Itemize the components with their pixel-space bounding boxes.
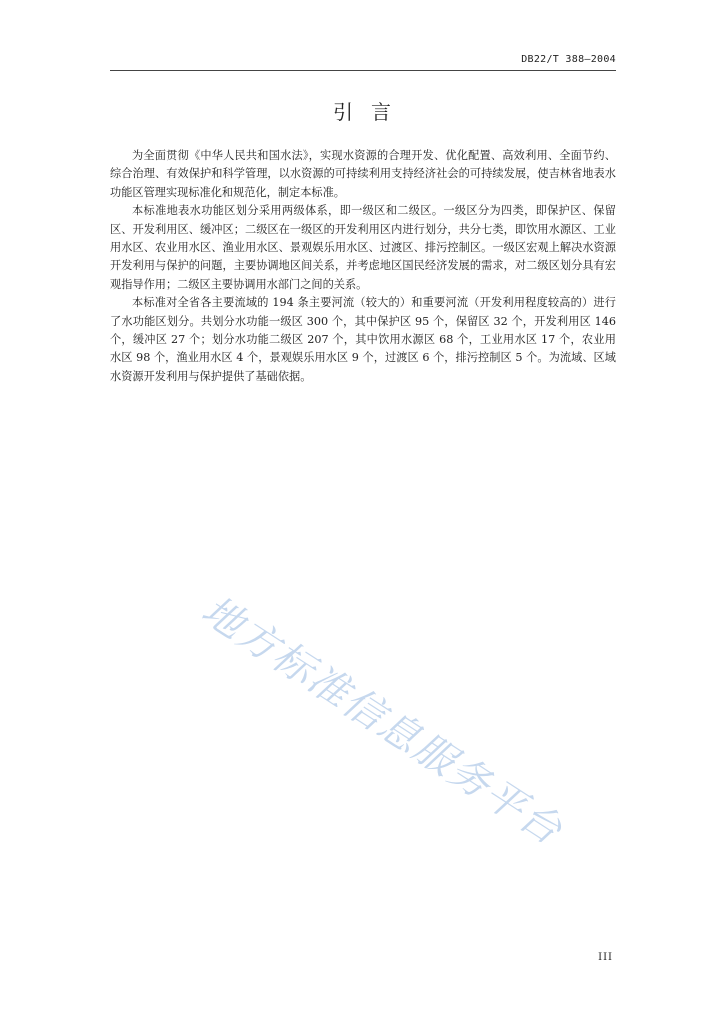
page-number: III [598, 952, 613, 963]
paragraph-purpose: 为全面贯彻《中华人民共和国水法》，实现水资源的合理开发、优化配置、高效利用、全面节约、综合治理、有效保护和科学管理，以水资源的可持续利用支持经济社会的可持续发展，使吉林省地表水功能区管理实现标准化和规范化，制定本标准。 [110, 149, 616, 199]
introduction-body [110, 147, 616, 386]
standard-code: DB22/T 388—2004 [521, 54, 616, 65]
page-title: 引言 [333, 100, 409, 124]
header-divider [110, 70, 616, 71]
paragraph-zoning-system: 本标准地表水功能区划分采用两级体系，即一级区和二级区。一级区分为四类，即保护区、保留区、开发利用区、缓冲区；二级区在一级区的开发利用区内进行划分，共分七类，即饮用水源区、工业用水区、农业用水区、渔业用水区、景观娱乐用水区、过渡区、排污控制区。一级区宏观上解决水资源开发利用与保护的问题，主要协调地区间关系，并考虑地区国民经济发展的需求，对二级区划分具有宏观指导作用；二级区主要协调用水部门之间的关系。 [110, 204, 616, 291]
paragraph-zoning-results: 本标准对全省各主要流域的 194 条主要河流（较大的）和重要河流（开发利用程度较高的）进行了水功能区划分。共划分水功能一级区 300 个，其中保护区 95 个，保留区 32 个，开发利用区 146 个，缓冲区 27 个；划分水功能二级区 207 个，其中饮用水源区 68 个，工业用水区 17 个，农业用水区 98 个，渔业用水区 4 个，景观娱乐用水区 9 个，过渡区 6 个，排污控制区 5 个。为流域、区域水资源开发利用与保护提供了基础依据。 [110, 296, 616, 383]
watermark-text: 地方标准信息服务平台 [193, 587, 571, 855]
